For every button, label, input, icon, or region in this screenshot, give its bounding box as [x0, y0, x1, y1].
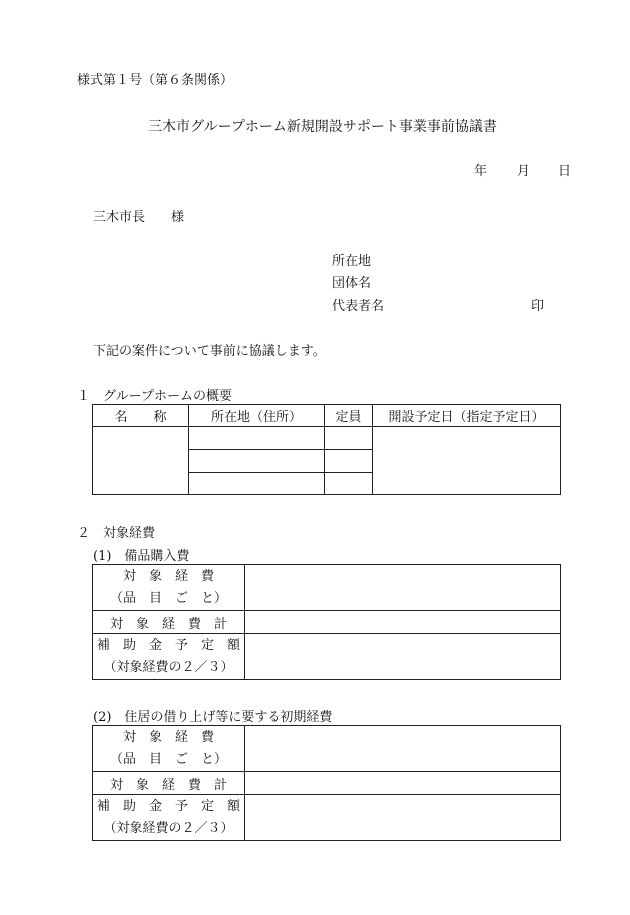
expense-label-line1: 対 象 経 費 [122, 729, 214, 745]
header-name: 名 称 [93, 405, 189, 427]
subsidy-value[interactable] [245, 634, 561, 680]
name-cell[interactable] [93, 427, 189, 495]
document-title: 三木市グループホーム新規開設サポート事業事前協議書 [148, 119, 497, 135]
addressee: 三木市長 様 [93, 210, 185, 225]
opening-date-cell[interactable] [373, 427, 561, 495]
seal-mark: 印 [531, 299, 545, 314]
expense-label-line2: （品 目 ご と） [109, 751, 227, 767]
total-value[interactable] [245, 611, 561, 634]
subsidy-label-line2: （対象経費の２／３） [103, 820, 234, 836]
expense-label-line1: 対 象 経 費 [122, 568, 214, 584]
expense-label [93, 726, 245, 772]
expense-label [93, 565, 245, 611]
subsidy-label-line1: 補 助 金 予 定 額 [96, 637, 240, 653]
subsidy-label-line1: 補 助 金 予 定 額 [96, 798, 240, 814]
capacity-cell[interactable] [325, 427, 373, 450]
subsidy-label [93, 795, 245, 841]
section2-sub1-heading: (1) 備品購入費 [93, 549, 190, 564]
form-number: 様式第１号（第６条関係） [77, 73, 234, 88]
subsidy-value[interactable] [245, 795, 561, 841]
section1-heading: １ グループホームの概要 [77, 389, 232, 404]
section2-sub2-heading: (2) 住居の借り上げ等に要する初期経費 [93, 710, 333, 725]
housing-expense-table [92, 725, 561, 841]
capacity-cell[interactable] [325, 450, 373, 473]
date-day: 日 [558, 164, 572, 179]
applicant-address-label: 所在地 [332, 254, 372, 269]
applicant-organization-label: 団体名 [332, 276, 372, 291]
applicant-representative-label: 代表者名 [332, 299, 385, 314]
address-cell[interactable] [189, 450, 325, 473]
address-cell[interactable] [189, 427, 325, 450]
capacity-cell[interactable] [325, 473, 373, 495]
subsidy-label-line2: （対象経費の２／３） [103, 659, 234, 675]
total-label: 対 象 経 費 計 [93, 772, 245, 795]
expense-value[interactable] [245, 726, 561, 772]
total-label: 対 象 経 費 計 [93, 611, 245, 634]
expense-label-line2: （品 目 ご と） [109, 590, 227, 606]
total-value[interactable] [245, 772, 561, 795]
address-cell[interactable] [189, 473, 325, 495]
date-year: 年 [474, 164, 488, 179]
header-opening-date: 開設予定日（指定予定日） [373, 405, 561, 427]
equipment-expense-table [92, 564, 561, 680]
expense-value[interactable] [245, 565, 561, 611]
section2-heading: ２ 対象経費 [77, 526, 156, 541]
header-address: 所在地（住所） [189, 405, 325, 427]
date-month: 月 [517, 164, 531, 179]
intro-text: 下記の案件について事前に協議します。 [93, 344, 326, 359]
overview-table [92, 404, 561, 495]
subsidy-label [93, 634, 245, 680]
header-capacity: 定員 [325, 405, 373, 427]
